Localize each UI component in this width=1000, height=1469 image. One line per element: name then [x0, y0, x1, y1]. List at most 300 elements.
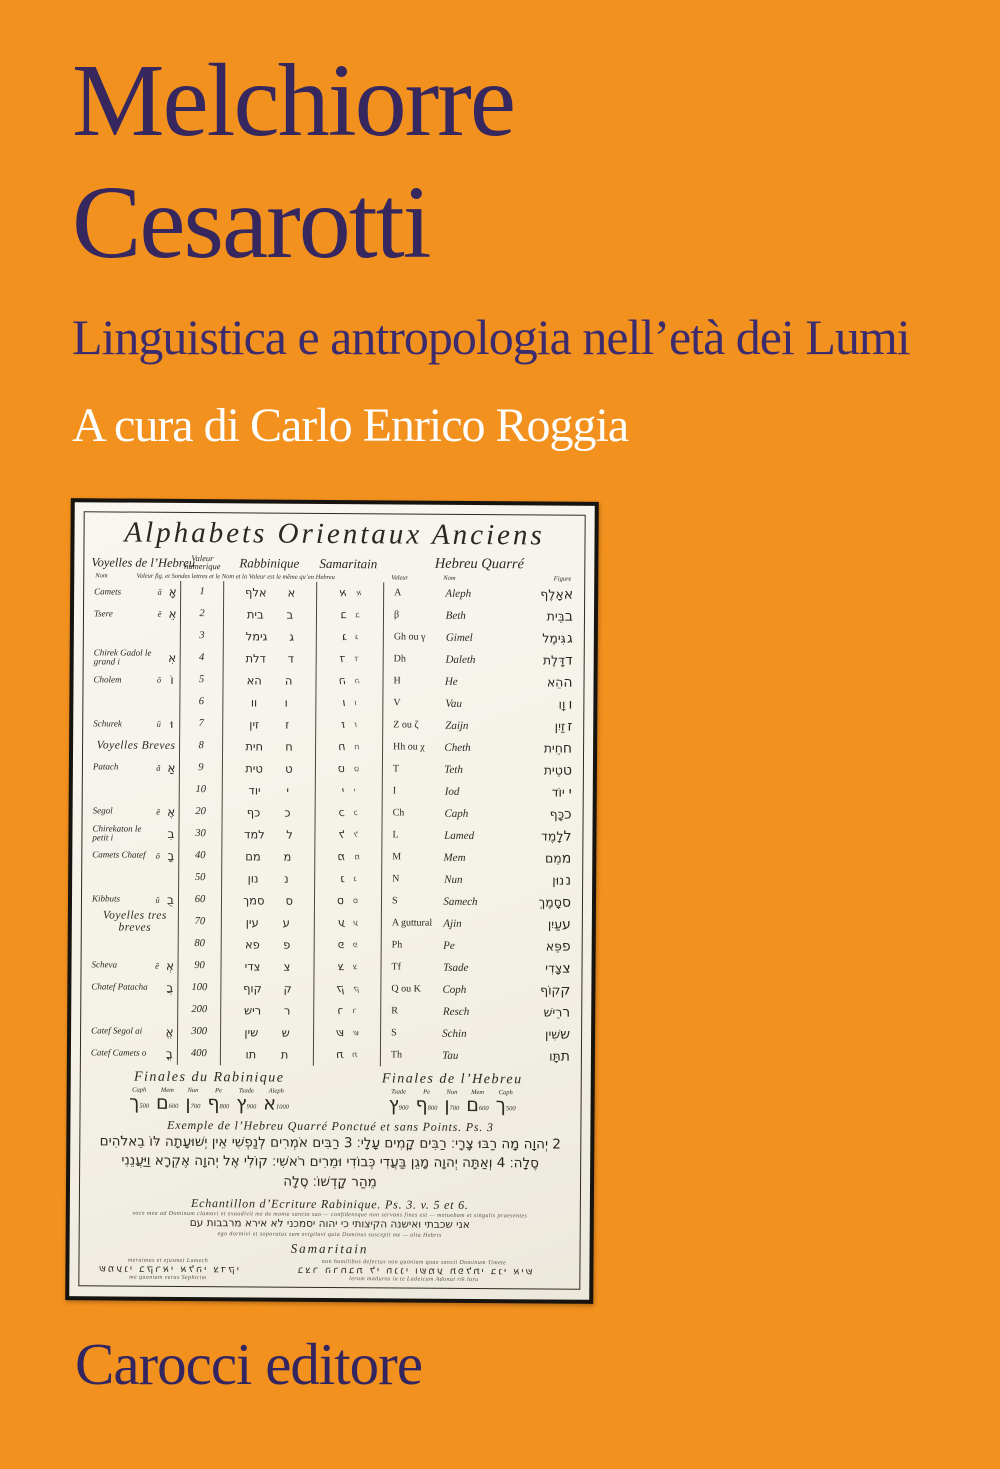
letter-figure: י — [568, 784, 572, 801]
samaritan-cell — [317, 582, 384, 604]
numeric-value-cell: 400 — [178, 1042, 221, 1064]
title-line-2: Cesarotti — [72, 164, 430, 280]
final-letter-glyph: ן — [444, 1093, 450, 1116]
letter-name-hebrew: בֵּית — [546, 608, 565, 624]
rabbinic-letter: ל — [286, 827, 293, 842]
vowel-name: Camets Chatef — [92, 849, 146, 861]
samaritan-letter: ג — [340, 630, 347, 644]
samaritan-letter: ת — [335, 1048, 345, 1062]
letter-figure: ל — [563, 828, 572, 845]
letter-name-latin: Teth — [444, 763, 463, 776]
exemple-lines — [87, 1132, 573, 1194]
hebrew-square-cell — [383, 673, 576, 690]
samaritan-letter: ט — [337, 762, 347, 776]
vowel-cell — [90, 712, 180, 735]
samaritan-letter-small: ה — [354, 676, 361, 686]
letter-name-hebrew: חֵית — [543, 740, 563, 756]
letter-figure: מ — [561, 850, 572, 867]
rabbinic-name: צדי — [244, 959, 261, 974]
final-letter-name: Pe — [214, 1086, 222, 1094]
samaritan-letter: נ — [338, 872, 346, 886]
rabbinic-letter: י — [286, 783, 290, 798]
samaritan-text-group — [88, 1257, 247, 1281]
vowel-sound: ŏ — [155, 850, 160, 861]
letter-name-latin: Gimel — [445, 631, 473, 644]
letter-sound-value: Ch — [392, 807, 405, 819]
letter-sound-value: H — [393, 675, 401, 687]
letter-sound-value: N — [392, 873, 400, 885]
samaritan-cell — [314, 1021, 381, 1043]
rabbinic-cell — [222, 867, 315, 890]
letter-name-hebrew: כָּף — [549, 806, 565, 822]
publisher-name: Carocci editore — [75, 1331, 423, 1397]
numeric-value-cell: 60 — [179, 889, 222, 911]
rabbinic-cell — [224, 647, 317, 670]
alphabet-row — [88, 1042, 574, 1067]
letter-name-hebrew: רֵישׁ — [543, 1004, 563, 1020]
samaritan-letter: ס — [336, 894, 346, 908]
numeric-value-cell: 30 — [179, 823, 222, 845]
hebrew-square-cell — [383, 761, 576, 778]
subheader-figure: Figure — [553, 575, 572, 583]
samaritan-letter: ל — [337, 828, 346, 842]
vowel-sound: ă — [156, 762, 161, 773]
vowel-cell — [90, 690, 180, 713]
header-samaritain: Samaritain — [319, 555, 378, 572]
final-letter-name: Nun — [187, 1086, 199, 1094]
rabbinic-cell — [221, 977, 314, 1000]
numeric-value-cell: 20 — [180, 801, 223, 823]
letter-sound-value: Z ou ζ — [393, 719, 419, 731]
latin-caption-bottom: ego dormivi et soporatus sum evigilavi quia Dominus suscepit me — alia Hebris — [217, 1231, 442, 1239]
letter-name-latin: Zaijn — [445, 719, 469, 732]
final-letter-glyph-wrap — [185, 1091, 201, 1114]
final-letter-item — [444, 1088, 459, 1114]
exemple-heading: Exemple de l’Hebreu Quarré Ponctué et sans Points. Ps. 3 — [167, 1117, 494, 1134]
hebrew-psalm-line: 2 יְהוָה מָה רַבּוּ צָרָי׃ רַבִּים קָמִים עָלָי׃ 3 רַבִּים אֹמְרִים לְנַפְשִׁי אֵין יְשׁוּעָתָה לּוֹ בֵאלֹהִים — [99, 1133, 561, 1153]
vowel-mark: בֳ — [165, 1046, 173, 1061]
final-letter-name: Caph — [132, 1086, 147, 1094]
final-letter-glyph-wrap — [156, 1093, 178, 1112]
samaritan-letter: א — [338, 586, 348, 600]
letter-sound-value: V — [393, 697, 401, 709]
book-title — [72, 40, 514, 283]
hebrew-square-cell — [382, 893, 575, 910]
letter-name-latin: Tau — [442, 1049, 459, 1062]
vowel-cell — [88, 998, 178, 1021]
samaritan-letter-small: ע — [352, 918, 359, 928]
rabbinic-name: עין — [245, 915, 259, 930]
latin-caption: non humilibus defectus non quoniam quae sancti Dominum Timete — [321, 1258, 507, 1267]
samaritan-letter-small: צ — [352, 962, 359, 972]
final-letter-number: 600 — [478, 1104, 489, 1112]
vowel-mark: וּ — [170, 716, 174, 731]
samaritan-letter: ז — [340, 718, 347, 732]
engraving-title: Alphabets Orientaux Anciens — [124, 516, 545, 552]
samaritan-letter-small: ו — [353, 698, 358, 708]
samaritan-letter-small: כ — [353, 808, 359, 818]
hebrew-square-cell — [384, 585, 577, 602]
samaritan-cell — [315, 934, 382, 956]
finales-hebreu — [331, 1071, 574, 1116]
rabbinic-name: וו — [250, 695, 258, 710]
letter-sound-value: Ph — [391, 939, 403, 951]
hebrew-psalm-line: מֵהַר קָדְשׁוֹ׃ סֶלָה — [283, 1173, 377, 1191]
final-letter-name: Pe — [423, 1088, 430, 1096]
rabbinic-letter: כ — [284, 805, 291, 820]
rabbinic-cell — [222, 933, 315, 956]
vowel-cell — [90, 800, 180, 823]
samaritan-cell — [317, 648, 384, 670]
hebrew-square-cell — [382, 827, 575, 844]
letter-name-hebrew: דָּלֶת — [542, 652, 566, 668]
samaritan-letter-small: נ — [352, 874, 358, 884]
letter-figure: ו — [568, 696, 573, 713]
rabbinic-letter: ה — [284, 673, 293, 688]
final-letter-item — [388, 1088, 408, 1114]
final-letter-glyph: ך — [495, 1093, 507, 1116]
final-letter-glyph: ם — [156, 1091, 169, 1114]
rabbinic-cell — [223, 757, 316, 780]
vowel-mark: אְ — [165, 958, 175, 973]
rabbinic-letter: ק — [283, 981, 292, 996]
rabbinic-name: ריש — [243, 1002, 262, 1018]
subheader-des-lettres: des lettres — [181, 572, 208, 581]
letter-name-hebrew: נוּן — [552, 872, 565, 888]
rabbinic-letter: ר — [283, 1003, 291, 1018]
letter-name-latin: Vau — [445, 697, 462, 710]
samaritan-cell — [314, 999, 381, 1021]
letter-figure: ט — [562, 762, 572, 779]
letter-figure: ק — [560, 982, 571, 999]
hebrew-square-cell — [382, 915, 575, 932]
vowel-name: Catef Segol ai — [91, 1025, 143, 1036]
numeric-value-cell: 50 — [179, 867, 222, 889]
vowel-cell — [91, 580, 181, 603]
letter-figure: ש — [560, 1026, 571, 1043]
vowel-sound: ē — [157, 608, 162, 619]
hebrew-square-cell — [383, 717, 576, 734]
rabbinic-name: חית — [245, 739, 264, 754]
final-letter-name: Aleph — [268, 1087, 284, 1095]
final-letter-name: Mem — [160, 1086, 174, 1094]
vowel-name: Scheva — [91, 959, 118, 970]
letter-name-hebrew: יוֹד — [551, 784, 565, 800]
samaritan-cell — [316, 692, 383, 714]
samaritan-letter-small: ג — [354, 632, 359, 642]
rabbinic-letter: ד — [287, 651, 294, 666]
final-letter-glyph-wrap — [388, 1095, 408, 1114]
samaritan-letter: ח — [337, 740, 347, 754]
rabbinic-letter: ט — [285, 761, 293, 776]
numeric-value-cell: 90 — [178, 955, 221, 977]
rabbinic-cell — [223, 779, 316, 802]
letter-sound-value: T — [392, 763, 400, 775]
letter-sound-value: Dh — [393, 653, 406, 665]
letter-figure: ד — [564, 652, 573, 669]
rabbinic-letter: פ — [283, 937, 291, 952]
header-voyelles: Voyelles de l’Hebreu — [91, 555, 196, 570]
editor-line: A cura di Carlo Enrico Roggia — [72, 399, 629, 452]
vowel-name: Chatef Patacha — [91, 981, 148, 993]
vowel-mark: בֻ — [166, 892, 175, 907]
vowel-sound: ŭ — [155, 894, 160, 905]
rabbinic-cell — [224, 625, 317, 648]
vowel-mark: וֹ — [170, 672, 174, 687]
samaritan-letter-small: ס — [352, 896, 360, 906]
samaritan-cell — [315, 890, 382, 912]
numeric-value-cell: 2 — [181, 603, 224, 625]
rabbinic-cell — [222, 823, 315, 846]
hebrew-square-cell — [383, 805, 576, 822]
vowel-name: Kibbuts — [91, 893, 121, 904]
letter-sound-value: Hh ou χ — [393, 741, 425, 753]
finales-hebreu-items — [331, 1088, 574, 1116]
rabbinic-letter: ז — [285, 717, 290, 732]
vowel-cell — [91, 624, 181, 647]
vowel-mark: אַ — [167, 760, 176, 775]
letter-figure: ב — [564, 608, 574, 625]
samaritan-cell — [315, 846, 382, 868]
samaritan-letter-small: א — [355, 588, 362, 598]
letter-name-hebrew: צָדִי — [545, 960, 563, 976]
vowel-sound: ĕ — [156, 806, 161, 817]
letter-figure: צ — [562, 960, 571, 977]
numeric-value-cell: 300 — [178, 1021, 221, 1043]
letter-figure: ח — [562, 740, 573, 757]
hebrew-square-cell — [382, 849, 575, 866]
final-letter-glyph-wrap — [236, 1094, 256, 1113]
letter-name-latin: Tsade — [443, 961, 469, 974]
final-letter-name: Nun — [446, 1088, 458, 1096]
samaritan-letter-small: ט — [353, 764, 361, 774]
vowel-name: Chirekaton le petit i — [92, 823, 142, 843]
vowel-name: Schurek — [93, 717, 122, 729]
samaritan-cell — [316, 714, 383, 736]
samaritan-letter: ה — [337, 674, 347, 688]
samaritan-letter-small: ק — [352, 984, 360, 994]
samaritan-letter: ק — [335, 982, 345, 996]
vowel-cell — [89, 910, 179, 933]
rabbinic-name: טית — [245, 761, 263, 776]
hebrew-psalm-line: סֶלָה׃ 4 וְאַתָּה יְהוָה מָגֵן בַּעֲדִי כְּבוֹדִי וּמֵרִים רֹאשִׁי׃ קוֹלִי אֶל יְהוָה אֶקְרָא וַיַּעֲנֵנִי — [121, 1152, 539, 1172]
finales-hebreu-title: Finales de l’Hebreu — [381, 1071, 523, 1088]
samaritan-letter-small: ר — [351, 1006, 358, 1016]
final-letter-item — [207, 1087, 229, 1113]
rabbinic-name: גימל — [245, 629, 268, 644]
letter-sound-value: A — [394, 587, 402, 599]
final-letter-number: 800 — [219, 1102, 230, 1110]
letter-sound-value: A guttural — [391, 917, 433, 929]
letter-name-hebrew: שִׁין — [545, 1026, 561, 1042]
engraving-frame — [78, 511, 585, 1289]
final-letter-number: 700 — [190, 1102, 201, 1110]
vowel-cell — [89, 932, 179, 955]
rabbinic-letter: ש — [281, 1025, 290, 1040]
rabbinic-name: אלף — [245, 585, 267, 600]
letter-figure: ה — [563, 674, 573, 691]
letter-sound-value: L — [392, 829, 399, 841]
rabbinic-name: נון — [247, 871, 259, 886]
hebrew-square-cell — [381, 1047, 574, 1064]
letter-name-latin: Lamed — [444, 829, 475, 842]
subheader-valeur: Valeur — [391, 574, 409, 582]
rabbinic-name: קוף — [243, 980, 262, 996]
vowel-sound: ū — [156, 718, 161, 729]
hebrew-square-cell — [381, 959, 574, 976]
rabbinic-name: תו — [245, 1046, 257, 1062]
final-letter-glyph: א — [263, 1092, 277, 1115]
letter-name-hebrew: מֵם — [544, 850, 562, 866]
final-letter-item — [129, 1086, 149, 1112]
rabbinic-name: כף — [246, 805, 261, 820]
final-letter-number: 500 — [139, 1102, 150, 1110]
vowel-mark: אֵ — [168, 606, 177, 621]
letter-name-latin: Beth — [445, 609, 466, 622]
rabbinic-letter: ס — [285, 893, 294, 908]
vowel-name: Camets — [94, 585, 122, 597]
letter-figure: נ — [565, 872, 572, 889]
vowel-cell — [89, 866, 179, 889]
letter-name-latin: Resch — [442, 1005, 470, 1018]
vowel-cell — [91, 602, 181, 625]
rabbinic-letter: ח — [285, 739, 293, 754]
letter-name-hebrew: פֵּא — [545, 938, 562, 954]
rabbinic-letter: צ — [283, 959, 291, 974]
subheader-valeur-fig: Valeur fig. et Son — [136, 572, 182, 580]
letter-sound-value: S — [391, 1027, 397, 1039]
letter-sound-value: Q ou K — [391, 983, 421, 995]
rabbinic-letter: ו — [284, 695, 288, 710]
samaritan-letter-small: ש — [352, 1028, 359, 1038]
samaritan-cell — [314, 956, 381, 978]
rabbinic-name: בית — [246, 607, 264, 622]
rabbinic-name: הא — [246, 673, 262, 688]
samaritan-cell — [315, 868, 382, 890]
samaritan-letter: מ — [336, 850, 346, 864]
samaritan-cell — [315, 824, 382, 846]
samaritan-letter: ד — [339, 652, 347, 666]
letter-sound-value: S — [391, 895, 398, 907]
finales-rabinique — [88, 1069, 331, 1114]
samaritan-letter: ר — [336, 1004, 345, 1018]
latin-caption: me quoniam veras Sephirim — [129, 1274, 207, 1282]
final-letter-number: 900 — [398, 1104, 409, 1112]
rabbinic-name: מם — [245, 849, 261, 864]
letter-name-latin: Mem — [443, 851, 466, 864]
vowel-cell — [89, 844, 179, 867]
subheader-note — [181, 573, 381, 581]
samaritain-heading: Samaritain — [290, 1240, 369, 1257]
rabbinic-cell — [223, 669, 316, 692]
final-letter-number: 700 — [449, 1104, 460, 1112]
subheader-hebreu — [381, 574, 577, 582]
letter-name-latin: Coph — [442, 983, 467, 996]
letter-figure: א — [563, 586, 574, 603]
hebrew-square-cell — [384, 651, 577, 668]
samaritan-cell — [316, 670, 383, 692]
final-letter-glyph-wrap — [495, 1093, 516, 1116]
subheader-note-text: et le Nom et la Valeur est le même qu’en Hebreu — [209, 573, 335, 581]
subheader-nom: Nom — [95, 572, 108, 580]
final-letter-number: 800 — [427, 1104, 438, 1112]
vowel-cell — [89, 822, 179, 845]
final-letter-glyph: ץ — [236, 1092, 247, 1115]
rabbinic-cell — [221, 1043, 314, 1066]
samaritan-cell — [314, 1043, 381, 1065]
final-letter-glyph: ך — [129, 1091, 140, 1114]
numeric-value-cell: 100 — [178, 977, 221, 999]
letter-sound-value: β — [393, 609, 400, 621]
rabbinic-letter: ב — [286, 607, 294, 622]
vowel-cell — [90, 778, 180, 801]
hebrew-square-cell — [381, 1025, 574, 1042]
final-letter-glyph-wrap — [466, 1093, 489, 1116]
echantillon-heading: Echantillon d’Ecriture Rabinique. Ps. 3. v. 5 et 6. — [190, 1196, 469, 1213]
samaritan-script-line: בצר הרחבת לי חנני ושמע תפלתי בני איש — [295, 1264, 533, 1278]
letter-name-hebrew: טֵית — [543, 762, 563, 778]
letter-figure: ז — [567, 718, 573, 735]
latin-caption: meruimus et ejusmet Lamech — [127, 1257, 209, 1265]
rabbinic-name: זין — [249, 717, 260, 732]
final-letter-glyph: ם — [466, 1093, 480, 1116]
header-hebreu-quarre: Hebreu Quarré — [434, 555, 525, 573]
rabbinic-cell — [221, 955, 314, 978]
final-letter-glyph: ץ — [388, 1093, 399, 1116]
hebrew-square-cell — [381, 981, 574, 998]
latin-caption: lerum maduros in te Ladeicum Adonai rik loru — [349, 1276, 479, 1284]
final-letter-item — [496, 1089, 516, 1115]
rabbinic-name: פא — [244, 937, 260, 952]
samaritan-cell — [316, 802, 383, 824]
final-letter-glyph: ף — [415, 1093, 428, 1116]
rabbinic-cell — [222, 845, 315, 868]
letter-name-latin: Ajin — [443, 917, 462, 930]
rabbinic-name: דלת — [245, 651, 266, 666]
numeric-value-cell: 5 — [180, 669, 223, 691]
alphabet-rows — [88, 580, 577, 1067]
vowel-cell — [88, 976, 178, 999]
final-letter-item — [156, 1086, 179, 1112]
samaritan-cell — [316, 780, 383, 802]
samaritan-cell — [314, 977, 381, 999]
vowel-cell — [90, 734, 180, 757]
rabbinic-letter: ג — [289, 629, 295, 644]
hebrew-square-cell — [382, 937, 575, 954]
letter-figure: ע — [562, 916, 571, 933]
final-letter-item — [415, 1088, 437, 1114]
final-letter-number: 900 — [246, 1103, 257, 1111]
vowel-cell — [89, 888, 179, 911]
rabbinic-cell — [223, 735, 316, 758]
final-letter-glyph: ף — [207, 1091, 220, 1114]
vowel-mark: אֶ — [167, 804, 176, 819]
finales-rabinique-title: Finales du Rabinique — [133, 1069, 285, 1086]
book-subtitle: Linguistica e antropologia nell’età dei Lumi — [72, 309, 910, 365]
samaritan-cell — [317, 626, 384, 648]
letter-name-latin: Nun — [444, 873, 463, 886]
hebrew-square-cell — [383, 739, 576, 756]
samaritan-letter: י — [341, 784, 346, 798]
final-letter-glyph-wrap — [415, 1095, 437, 1114]
hebrew-square-cell — [382, 871, 575, 888]
samaritan-letter-small: ד — [354, 654, 360, 664]
hebrew-square-cell — [383, 695, 576, 712]
letter-sound-value: R — [391, 1005, 398, 1017]
rabbinic-letter: א — [287, 585, 296, 600]
vowel-section-heading: Voyelles tres breves — [102, 909, 167, 934]
numeric-value-cell: 80 — [179, 933, 222, 955]
